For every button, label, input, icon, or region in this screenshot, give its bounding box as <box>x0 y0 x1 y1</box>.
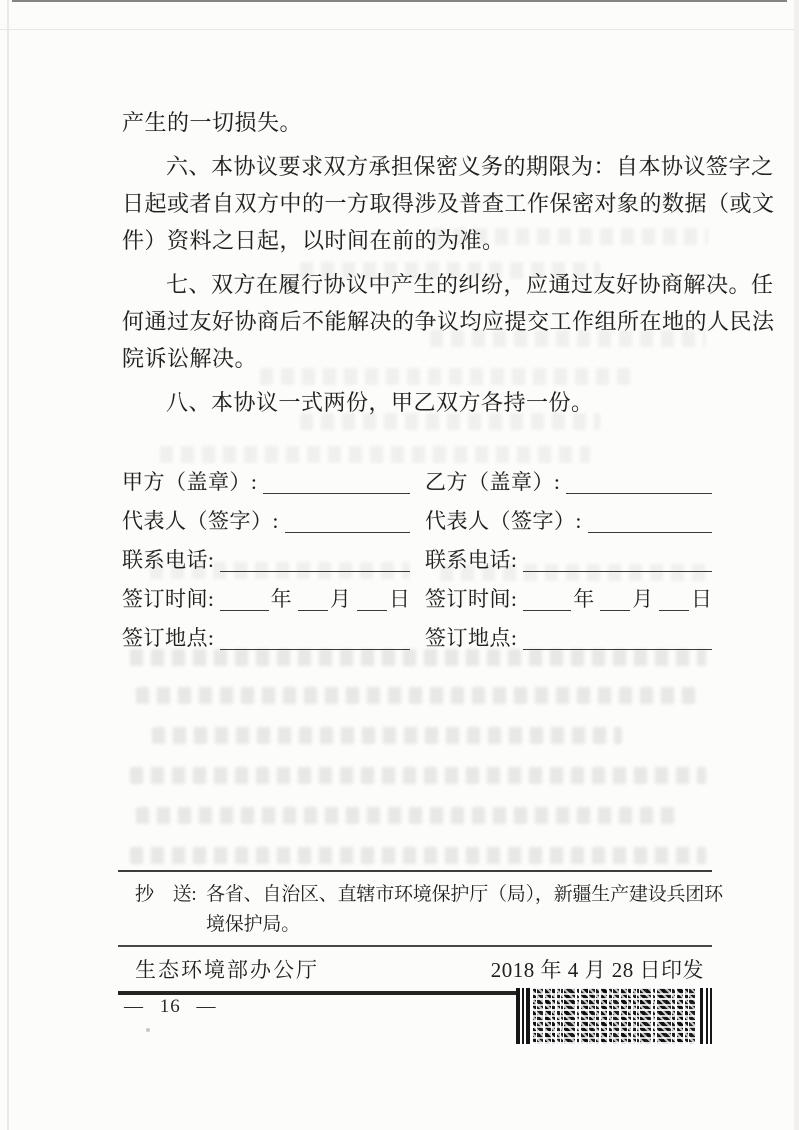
party-b-seal-label: 乙方（盖章）: <box>425 470 561 494</box>
print-date-label: 2018 年 4 月 28 日印发 <box>490 958 704 982</box>
body-line: 产生的一切损失。 <box>122 110 303 135</box>
year-unit-label: 年 <box>573 587 595 611</box>
party-b-representative-blank-line <box>588 510 712 533</box>
page-number: — 16 — <box>124 996 217 1017</box>
cc-label: 抄 送: <box>135 884 197 905</box>
barcode-guard-bar <box>522 988 524 1044</box>
party-a-sign-date-label: 签订时间: <box>122 587 215 611</box>
party-b-sign-place-label: 签订地点: <box>425 626 518 650</box>
day-unit-label: 日 <box>389 587 411 611</box>
bleedthrough-artifact <box>136 687 702 704</box>
party-b-representative-label: 代表人（签字）: <box>425 509 582 533</box>
party-a-sign-place-blank-line <box>220 627 410 650</box>
party-a-sign-place-field <box>122 624 410 650</box>
barcode <box>516 988 712 1044</box>
barcode-guard-bar <box>526 988 530 1044</box>
party-b-sign-date-label: 签订时间: <box>425 587 518 611</box>
party-b-month-blank-line <box>600 588 630 611</box>
party-b-sign-date-field <box>425 585 712 611</box>
cc-recipients-line-2: 境保护局。 <box>206 914 301 935</box>
bleedthrough-artifact <box>160 446 590 463</box>
year-unit-label: 年 <box>270 587 292 611</box>
phone-row <box>122 546 712 572</box>
month-unit-label: 月 <box>632 587 654 611</box>
sign-date-row <box>122 585 712 611</box>
body-line: 日起或者自双方中的一方取得涉及普查工作保密对象的数据（或文 <box>122 191 775 216</box>
body-line: 何通过友好协商后不能解决的争议均应提交工作组所在地的人民法 <box>122 309 775 334</box>
day-unit-label: 日 <box>691 587 712 611</box>
body-line-clause-7: 七、双方在履行协议中产生的纠纷，应通过友好协商解决。任 <box>166 272 774 297</box>
party-a-seal-label: 甲方（盖章）: <box>122 470 258 494</box>
party-b-phone-field <box>425 546 712 572</box>
barcode-guard-bar <box>516 988 520 1044</box>
barcode-guard-bar <box>700 988 703 1044</box>
party-a-month-blank-line <box>298 588 328 611</box>
party-a-day-blank-line <box>357 588 387 611</box>
document-footer <box>118 870 723 995</box>
month-unit-label: 月 <box>329 587 351 611</box>
party-a-phone-label: 联系电话: <box>122 548 215 572</box>
party-a-phone-blank-line <box>220 549 410 572</box>
party-a-sign-date-field <box>122 585 410 611</box>
barcode-data-region <box>533 988 697 1044</box>
party-b-sign-place-field <box>425 624 712 650</box>
bleedthrough-artifact <box>130 767 706 784</box>
barcode-guard-bar <box>706 988 708 1044</box>
scan-fold-line-artifact <box>0 29 799 30</box>
seal-row <box>122 468 712 494</box>
body-line: 院诉讼解决。 <box>122 346 258 371</box>
issuing-office-label: 生态环境部办公厅 <box>135 958 319 982</box>
bleedthrough-artifact <box>152 727 622 744</box>
party-a-seal-field <box>122 468 410 494</box>
party-a-representative-blank-line <box>285 510 410 533</box>
scan-top-edge-artifact <box>12 0 787 2</box>
body-line-clause-6: 六、本协议要求双方承担保密义务的期限为：自本协议签字之 <box>166 154 774 179</box>
party-b-sign-place-blank-line <box>523 627 712 650</box>
party-b-phone-label: 联系电话: <box>425 548 518 572</box>
sign-place-row <box>122 624 712 650</box>
party-b-representative-field <box>425 507 712 533</box>
scan-speck-artifact <box>146 1028 150 1032</box>
cc-recipients-line-1: 各省、自治区、直辖市环境保护厅（局），新疆生产建设兵团环 <box>206 884 723 905</box>
party-b-seal-field <box>425 468 712 494</box>
bleedthrough-artifact <box>136 807 676 824</box>
issuer-row <box>118 947 712 991</box>
scan-left-edge-artifact <box>7 0 9 1130</box>
signature-block <box>122 468 712 663</box>
party-a-year-blank-line <box>220 588 268 611</box>
representative-row <box>122 507 712 533</box>
agreement-body-text <box>122 104 775 421</box>
barcode-guard-bar <box>710 988 712 1044</box>
body-line: 件）资料之日起，以时间在前的为准。 <box>122 228 505 253</box>
party-b-year-blank-line <box>523 588 571 611</box>
party-b-seal-blank-line <box>566 471 712 494</box>
party-b-phone-blank-line <box>523 549 712 572</box>
cc-distribution-block <box>118 872 723 945</box>
party-a-seal-blank-line <box>263 471 410 494</box>
party-b-day-blank-line <box>659 588 689 611</box>
bleedthrough-artifact <box>130 847 706 864</box>
party-a-sign-place-label: 签订地点: <box>122 626 215 650</box>
scan-right-edge-shadow <box>794 0 799 1130</box>
party-a-phone-field <box>122 546 410 572</box>
party-a-representative-label: 代表人（签字）: <box>122 509 279 533</box>
body-line-clause-8: 八、本协议一式两份，甲乙双方各持一份。 <box>166 390 594 415</box>
party-a-representative-field <box>122 507 410 533</box>
